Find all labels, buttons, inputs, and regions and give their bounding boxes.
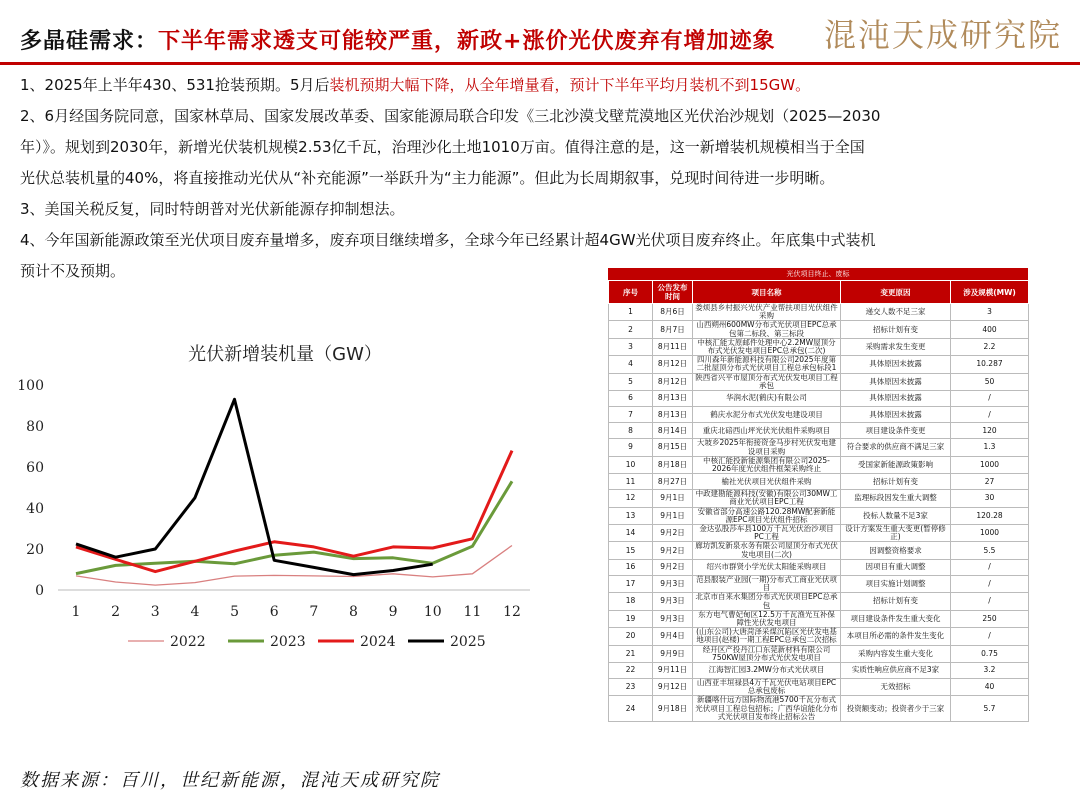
table-cell: 5.7 <box>951 696 1029 722</box>
table-cell: 设计方案发生重大变更(暂停修正) <box>841 525 951 542</box>
table-cell: 9月3日 <box>653 610 693 627</box>
table-header-cell: 序号 <box>609 281 653 304</box>
table-row <box>609 662 1029 678</box>
table-cell: 18 <box>609 593 653 610</box>
table-row <box>609 423 1029 439</box>
table-cell: 招标计划有变 <box>841 593 951 610</box>
table-cell: 14 <box>609 525 653 542</box>
table-cell: / <box>951 575 1029 592</box>
x-tick-label: 4 <box>190 604 200 620</box>
table-row <box>609 507 1029 524</box>
x-tick-label: 6 <box>269 604 279 620</box>
table-header-row <box>609 281 1029 304</box>
table-cell: / <box>951 593 1029 610</box>
table-header-cell: 变更原因 <box>841 281 951 304</box>
table-row <box>609 628 1029 645</box>
table-cell: 投资额变动；投资者少于三家 <box>841 696 951 722</box>
pv-installation-chart <box>17 340 560 670</box>
paragraph-4-line-1: 4、今年国新能源政策至光伏项目废弃量增多，废弃项目继续增多，全球今年已经累计超4GW光伏项目废弃终止。年底集中式装机 <box>20 231 876 249</box>
table-cell: 17 <box>609 575 653 592</box>
table-cell: 陕西省兴平市屋顶分布式光伏发电项目工程承包 <box>693 373 841 390</box>
table-cell: 8月11日 <box>653 338 693 355</box>
legend-label-2022: 2022 <box>170 634 206 650</box>
table-cell: 9月18日 <box>653 696 693 722</box>
table-row <box>609 525 1029 542</box>
table-row <box>609 679 1029 696</box>
table-cell: 5.5 <box>951 542 1029 559</box>
table-cell: 16 <box>609 559 653 575</box>
table-cell: 榆社光伏项目光伏组件采购 <box>693 474 841 490</box>
table-cell: 9月11日 <box>653 662 693 678</box>
table-cell: 具体原因未披露 <box>841 373 951 390</box>
table-cell: 项目建设条件变更 <box>841 423 951 439</box>
table-cell: 9月2日 <box>653 559 693 575</box>
table-cell: 9月9日 <box>653 645 693 662</box>
table-cell: 8月13日 <box>653 407 693 423</box>
table-cell: 山西朔州600MW分布式光伏项目EPC总承包第二标段、第三标段 <box>693 321 841 338</box>
table-row <box>609 356 1029 373</box>
paragraph-3: 3、美国关税反复，同时特朗普对光伏新能源存抑制想法。 <box>20 200 405 218</box>
table-cell: 金达弘股莎车县100万千瓦光伏治沙项目PC工程 <box>693 525 841 542</box>
table-cell: 27 <box>951 474 1029 490</box>
table-cell: 娄烦县乡村振兴光伏产业帮扶项目光伏组件采购 <box>693 304 841 321</box>
table-cell: 8月12日 <box>653 373 693 390</box>
table-cell: 4 <box>609 356 653 373</box>
table-cell: 40 <box>951 679 1029 696</box>
series-line-2023 <box>76 481 512 573</box>
table-row <box>609 456 1029 473</box>
table-cell: 北京市自来水集团分布式光伏项目EPC总承包 <box>693 593 841 610</box>
y-tick-label: 100 <box>17 378 44 394</box>
table-cell: 12 <box>609 490 653 507</box>
table-row <box>609 610 1029 627</box>
table-cell: 山西亚丰垣禄县4万千瓦光伏电站项目EPC总承包废标 <box>693 679 841 696</box>
table-row <box>609 559 1029 575</box>
table-cell: 采购需求发生变更 <box>841 338 951 355</box>
x-tick-label: 8 <box>348 604 358 620</box>
table-cell: 采购内容发生重大变化 <box>841 645 951 662</box>
table-cell: 实质性响应供应商不足3家 <box>841 662 951 678</box>
table-cell: 东方电气曹妃甸区12.5万千瓦渔光互补保障性光伏发电项目 <box>693 610 841 627</box>
table-row <box>609 391 1029 407</box>
table-cell: 项目实施计划调整 <box>841 575 951 592</box>
x-tick-label: 11 <box>463 604 482 620</box>
header-rule <box>0 62 1080 65</box>
table-cell: 9月3日 <box>653 575 693 592</box>
table-header-cell: 项目名称 <box>693 281 841 304</box>
table-cell: 廊坊凯发新泉水务有限公司屋顶分布式光伏发电项目(二次) <box>693 542 841 559</box>
table-cell: 递交人数不足三家 <box>841 304 951 321</box>
page-title <box>20 24 775 55</box>
paragraph-1-highlight: 装机预期大幅下降，从全年增量看，预计下半年平均月装机不到15GW。 <box>329 76 811 94</box>
table-row <box>609 373 1029 390</box>
header <box>0 0 1080 62</box>
table-cell: / <box>951 407 1029 423</box>
x-tick-label: 5 <box>230 604 240 620</box>
table-cell: 范县服装产业园(一期)分布式工商业光伏项目 <box>693 575 841 592</box>
table-cell: 22 <box>609 662 653 678</box>
table-cell: 招标计划有变 <box>841 321 951 338</box>
chart-title: 光伏新增装机量（GW） <box>188 344 382 365</box>
paragraph-1 <box>20 70 1040 101</box>
table-row <box>609 593 1029 610</box>
table-cell: 8月15日 <box>653 439 693 456</box>
table-cell: 2.2 <box>951 338 1029 355</box>
table-cell: 8月7日 <box>653 321 693 338</box>
table-row <box>609 645 1029 662</box>
paragraph-2-line-2: 年）》。规划到2030年，新增光伏装机规模2.53亿千瓦，治理沙化土地1010万亩。值得注意的是，这一新增装机规模相当于全国 <box>20 138 865 156</box>
table-cell: 19 <box>609 610 653 627</box>
table-cell: 24 <box>609 696 653 722</box>
table-cell: 重庆北碚西山坪光伏光伏组件采购项目 <box>693 423 841 439</box>
table-row <box>609 321 1029 338</box>
body-text <box>20 70 1040 287</box>
x-tick-label: 9 <box>388 604 398 620</box>
table-cell: 20 <box>609 628 653 645</box>
table-cell: 10.287 <box>951 356 1029 373</box>
table-row <box>609 439 1029 456</box>
paragraph-4-line-2: 预计不及预期。 <box>20 262 126 280</box>
title-lead: 多晶硅需求： <box>20 29 159 54</box>
paragraph-2-line-1: 2、6月经国务院同意，国家林草局、国家发展改革委、国家能源局联合印发《三北沙漠戈壁荒漠地区光伏治沙规划（2025—2030 <box>20 107 881 125</box>
table-cell: 7 <box>609 407 653 423</box>
table-cell: 9 <box>609 439 653 456</box>
table-cell: 9月12日 <box>653 679 693 696</box>
table-cell: 1000 <box>951 456 1029 473</box>
paragraph-2-line-3: 光伏总装机量的40%，将直接推动光伏从“补充能源”一举跃升为“主力能源”。但此为长周期叙事，兑现时间待进一步明晰。 <box>20 169 835 187</box>
table-cell: 中政建勘能源科技(安徽)有限公司30MW工商业光伏项目EPC工程 <box>693 490 841 507</box>
table-title: 光伏项目终止、废标 <box>608 268 1028 280</box>
x-tick-label: 1 <box>71 604 81 620</box>
table-cell: 21 <box>609 645 653 662</box>
table-cell: 安徽省部分高速公路120.28MW配套新能源EPC项目光伏组件招标 <box>693 507 841 524</box>
table-cell: 鹤庆水泥分布式光伏发电建设项目 <box>693 407 841 423</box>
table-cell: 本项目所必需的条件发生变化 <box>841 628 951 645</box>
table-cell: 监理标段因发生重大调整 <box>841 490 951 507</box>
table-cell: 8月18日 <box>653 456 693 473</box>
table-cell: 9月1日 <box>653 507 693 524</box>
table-cell: 无效招标 <box>841 679 951 696</box>
table-cell: 具体原因未披露 <box>841 391 951 407</box>
table-cell: 中核汇能投新能源集团有限公司2025-2026年度光伏组件框架采购终止 <box>693 456 841 473</box>
table-cell: 具体原因未披露 <box>841 356 951 373</box>
table-cell: 江海智汇园3.2MW分布式光伏项目 <box>693 662 841 678</box>
table-cell: 10 <box>609 456 653 473</box>
table-cell: 8月27日 <box>653 474 693 490</box>
table-row <box>609 338 1029 355</box>
table-row <box>609 490 1029 507</box>
table-cell: 大坡乡2025年衔接资金马步村光伏发电建设项目采购 <box>693 439 841 456</box>
table-row <box>609 304 1029 321</box>
table-cell: 2 <box>609 321 653 338</box>
table-cell: 新疆喀什远方国际物流港5700千瓦分布式光伏项目工程总包招标；广西华谊能化分布式光伏项目发布终止招标公告 <box>693 696 841 722</box>
table-cell: 5 <box>609 373 653 390</box>
table-cell: 具体原因未披露 <box>841 407 951 423</box>
table-cell: 0.75 <box>951 645 1029 662</box>
table-cell: 符合要求的供应商不满足三家 <box>841 439 951 456</box>
table-cell: 15 <box>609 542 653 559</box>
table-cell: 投标人数量不足3家 <box>841 507 951 524</box>
table-cell: 华润水泥(鹤庆)有限公司 <box>693 391 841 407</box>
table-row <box>609 542 1029 559</box>
table-cell: 9月3日 <box>653 593 693 610</box>
table-cell: 1.3 <box>951 439 1029 456</box>
table-cell: 3 <box>951 304 1029 321</box>
table-cell: 50 <box>951 373 1029 390</box>
table-row <box>609 575 1029 592</box>
table-cell: 项目建设条件发生重大变化 <box>841 610 951 627</box>
table-cell: 受国家新能源政策影响 <box>841 456 951 473</box>
table-cell: 绍兴市群贤小学光伏太阳能采购项目 <box>693 559 841 575</box>
legend-label-2023: 2023 <box>270 634 306 650</box>
x-tick-label: 2 <box>111 604 121 620</box>
table-cell: 中核汇能太原邮件处理中心2.2MW屋顶分布式光伏发电项目EPC总承包(二次) <box>693 338 841 355</box>
table-cell: 13 <box>609 507 653 524</box>
table-cell: 250 <box>951 610 1029 627</box>
title-highlight: 下半年需求透支可能较严重，新政+涨价光伏废弃有增加迹象 <box>158 29 776 54</box>
series-line-2025 <box>76 399 433 574</box>
table-cell: 120 <box>951 423 1029 439</box>
table-row <box>609 696 1029 722</box>
project-table <box>608 280 1028 722</box>
table-cell: 3 <box>609 338 653 355</box>
table-cell: 1000 <box>951 525 1029 542</box>
paragraph-1-text: 1、2025年上半年430、531抢装预期。5月后 <box>20 76 330 94</box>
x-tick-label: 3 <box>150 604 160 620</box>
table-cell: (山东公司)大唐菏泽采煤沉陷区光伏发电基地项目(赵楼)一期工程EPC总承包二次招标 <box>693 628 841 645</box>
table-cell: / <box>951 628 1029 645</box>
table-cell: 招标计划有变 <box>841 474 951 490</box>
y-tick-label: 0 <box>35 583 44 599</box>
table-cell: 400 <box>951 321 1029 338</box>
data-source: 数据来源：百川，世纪新能源，混沌天成研究院 <box>20 770 440 791</box>
table-row <box>609 407 1029 423</box>
brand-logo: 混沌天成研究院 <box>823 16 1062 54</box>
table-cell: 1 <box>609 304 653 321</box>
table-cell: / <box>951 559 1029 575</box>
table-cell: / <box>951 391 1029 407</box>
table-header-cell: 涉及规模(MW) <box>951 281 1029 304</box>
y-tick-label: 60 <box>26 460 44 476</box>
table-cell: 8 <box>609 423 653 439</box>
table-cell: 8月12日 <box>653 356 693 373</box>
table-cell: 11 <box>609 474 653 490</box>
table-cell: 9月1日 <box>653 490 693 507</box>
x-tick-label: 10 <box>423 604 442 620</box>
table-row <box>609 474 1029 490</box>
table-cell: 9月2日 <box>653 542 693 559</box>
table-cell: 6 <box>609 391 653 407</box>
legend-label-2024: 2024 <box>360 634 396 650</box>
table-cell: 因项目有重大调整 <box>841 559 951 575</box>
legend-label-2025: 2025 <box>450 634 486 650</box>
table-cell: 3.2 <box>951 662 1029 678</box>
y-tick-label: 80 <box>26 419 44 435</box>
table-cell: 因调整资格要求 <box>841 542 951 559</box>
table-body <box>609 304 1029 722</box>
y-tick-label: 40 <box>26 501 44 517</box>
x-tick-label: 7 <box>309 604 319 620</box>
table-cell: 30 <box>951 490 1029 507</box>
table-cell: 四川森年新能源科技有限公司2025年度第二批屋顶分布式光伏项目工程总承包标段1 <box>693 356 841 373</box>
table-cell: 23 <box>609 679 653 696</box>
x-tick-label: 12 <box>503 604 521 620</box>
y-tick-label: 20 <box>26 542 44 558</box>
table-cell: 8月13日 <box>653 391 693 407</box>
table-cell: 9月2日 <box>653 525 693 542</box>
table-cell: 9月4日 <box>653 628 693 645</box>
table-cell: 8月6日 <box>653 304 693 321</box>
table-cell: 120.28 <box>951 507 1029 524</box>
table-cell: 8月14日 <box>653 423 693 439</box>
table-cell: 经开区产投丹江口东莞新材料有限公司750KW屋顶分布式光伏发电项目 <box>693 645 841 662</box>
table-header-cell: 公告发布时间 <box>653 281 693 304</box>
